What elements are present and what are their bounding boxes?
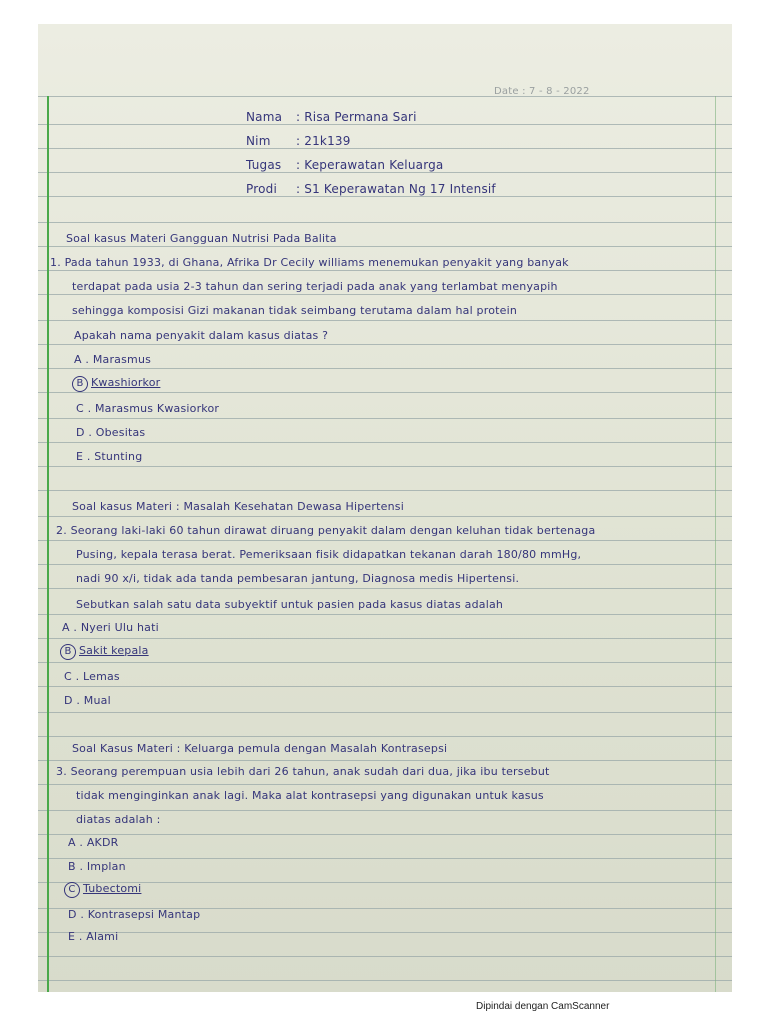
q1-option-e: E . Stunting — [76, 450, 143, 463]
q2-option-c: C . Lemas — [64, 670, 120, 683]
q1-text-line: sehingga komposisi Gizi makanan tidak seimbang terutama dalam hal protein — [72, 304, 518, 317]
right-margin-line — [715, 96, 716, 992]
q1-option-c: C . Marasmus Kwasiorkor — [76, 402, 220, 415]
q3-option-e: E . Alami — [68, 930, 119, 943]
q1-option-b — [72, 376, 160, 392]
nama-value: : Risa Permana Sari — [296, 110, 417, 124]
margin-line — [47, 96, 49, 992]
q1-heading: Soal kasus Materi Gangguan Nutrisi Pada Balita — [66, 232, 337, 245]
q2-option-a: A . Nyeri Ulu hati — [62, 621, 159, 634]
q2-text-line: nadi 90 x/i, tidak ada tanda pembesaran jantung, Diagnosa medis Hipertensi. — [76, 572, 520, 585]
prodi-value: : S1 Keperawatan Ng 17 Intensif — [296, 182, 496, 196]
scanner-watermark: Dipindai dengan CamScanner — [476, 1001, 610, 1012]
q3-text-line: 3. Seorang perempuan usia lebih dari 26 tahun, anak sudah dari dua, jika ibu tersebut — [56, 765, 550, 778]
page-date: Date : 7 - 8 - 2022 — [494, 86, 590, 97]
answer-circle: B — [72, 376, 88, 392]
q1-option-b-label: Kwashiorkor — [91, 376, 161, 389]
prodi-label: Prodi — [246, 182, 277, 196]
q3-heading: Soal Kasus Materi : Keluarga pemula dengan Masalah Kontrasepsi — [72, 742, 448, 755]
q3-option-c-label: Tubectomi — [83, 882, 142, 895]
tugas-label: Tugas — [246, 158, 282, 172]
q3-text-line: diatas adalah : — [76, 813, 161, 826]
q2-text-line: Sebutkan salah satu data subyektif untuk pasien pada kasus diatas adalah — [76, 598, 504, 611]
notebook-page — [38, 24, 732, 992]
q3-text-line: tidak menginginkan anak lagi. Maka alat kontrasepsi yang digunakan untuk kasus — [76, 789, 544, 802]
q3-option-b: B . Implan — [68, 860, 126, 873]
q2-text-line: 2. Seorang laki-laki 60 tahun dirawat diruang penyakit dalam dengan keluhan tidak bertenaga — [56, 524, 596, 537]
nim-label: Nim — [246, 134, 271, 148]
q2-option-d: D . Mual — [64, 694, 111, 707]
tugas-value: : Keperawatan Keluarga — [296, 158, 444, 172]
nim-value: : 21k139 — [296, 134, 351, 148]
q1-text-line: terdapat pada usia 2-3 tahun dan sering terjadi pada anak yang terlambat menyapih — [72, 280, 558, 293]
q1-text-line: Apakah nama penyakit dalam kasus diatas ? — [74, 329, 329, 342]
nama-label: Nama — [246, 110, 283, 124]
q3-option-d: D . Kontrasepsi Mantap — [68, 908, 201, 921]
q2-text-line: Pusing, kepala terasa berat. Pemeriksaan fisik didapatkan tekanan darah 180/80 mmHg, — [76, 548, 582, 561]
q1-option-d: D . Obesitas — [76, 426, 146, 439]
q3-option-a: A . AKDR — [68, 836, 119, 849]
q3-option-c — [64, 882, 141, 898]
q2-option-b — [60, 644, 149, 660]
q1-text-line: 1. Pada tahun 1933, di Ghana, Afrika Dr Cecily williams menemukan penyakit yang banyak — [50, 256, 569, 269]
answer-circle: B — [60, 644, 76, 660]
q2-heading: Soal kasus Materi : Masalah Kesehatan Dewasa Hipertensi — [72, 500, 404, 513]
q1-option-a: A . Marasmus — [74, 353, 152, 366]
q2-option-b-label: Sakit kepala — [79, 644, 149, 657]
answer-circle: C — [64, 882, 80, 898]
